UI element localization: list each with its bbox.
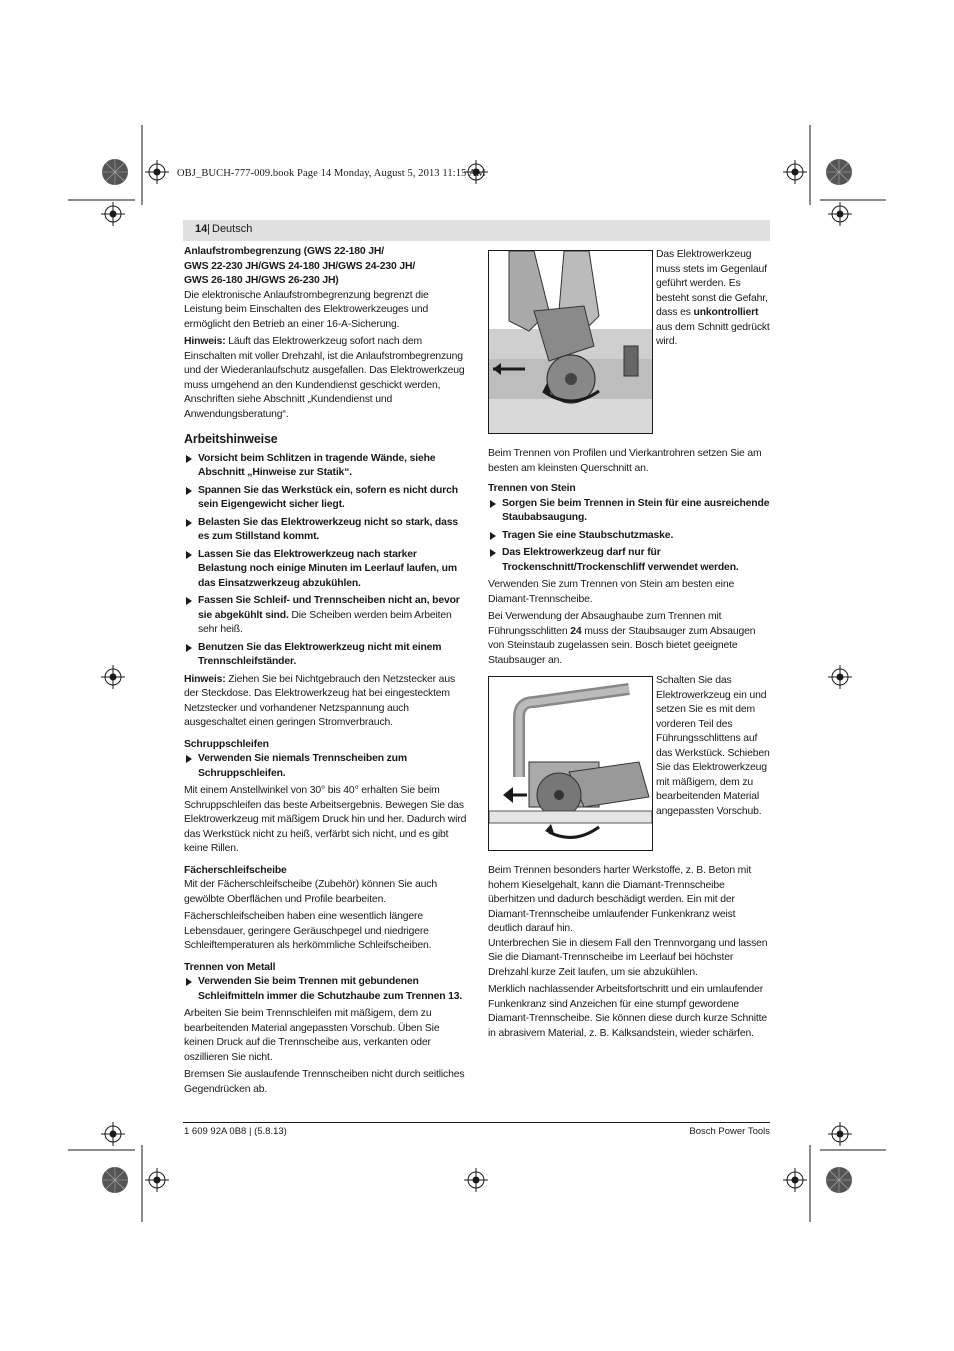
- list-item: Spannen Sie das Werkstück ein, sofern es nicht durch sein Eigengewicht sicher liegt.: [184, 484, 467, 513]
- subsection-cutting-metal: Trennen von Metall: [184, 961, 276, 973]
- section-title-work: Arbeitshinweise: [184, 432, 278, 446]
- figure1-caption: Das Elektrowerkzeug muss stets im Gegenlauf geführt werden. Es besteht sonst die Gefahr, dass es unkontrolliert aus dem Schnitt gedrückt wird.: [656, 249, 770, 347]
- footer-brand: Bosch Power Tools: [689, 1126, 770, 1137]
- list-item: Lassen Sie das Elektrowerkzeug nach starker Belastung noch einige Minuten im Leerlauf laufen, um das Einsatzwerkzeug abzukühlen.: [184, 548, 467, 592]
- left-column: [184, 245, 467, 1100]
- list-item: Belasten Sie das Elektrowerkzeug nicht so stark, dass es zum Stillstand kommt.: [184, 516, 467, 545]
- cutting-metal-text-2: Bremsen Sie auslaufende Trennscheiben nicht durch seitliches Gegendrücken ab.: [184, 1069, 465, 1095]
- figure-cutting-direction: [488, 250, 653, 434]
- list-item: Tragen Sie eine Staubschutzmaske.: [488, 529, 770, 544]
- file-header: OBJ_BUCH-777-009.book Page 14 Monday, August 5, 2013 11:15 AM: [177, 168, 486, 179]
- subsection-cutting-stone: Trennen von Stein: [488, 483, 576, 494]
- list-item: Fassen Sie Schleif- und Trennscheiben nicht an, bevor sie abgekühlt sind. Die Scheiben werden beim Arbeiten sehr heiß.: [184, 594, 467, 638]
- page-header: [183, 220, 770, 241]
- page-number: 14: [195, 223, 208, 235]
- grinder-illustration: [489, 251, 652, 433]
- flap-disc-text-2: Fächerschleifscheiben haben eine wesentlich längere Lebensdauer, geringere Geräuschpegel und niedrigere Schleiftemperaturen als herkömmliche Schleifscheiben.: [184, 911, 432, 951]
- section-title-inrush: Anlaufstrombegrenzung (GWS 22-180 JH/ GWS 22-230 JH/GWS 24-180 JH/GWS 24-230 JH/ GWS 26-180 JH/GWS 26-230 JH): [184, 246, 416, 286]
- flap-disc-text-1: Mit der Fächerschleifscheibe (Zubehör) können Sie auch gewölbte Oberflächen und Profile bearbeiten.: [184, 879, 437, 905]
- stone-text-2: Bei Verwendung der Absaughaube zum Trennen mit Führungsschlitten 24 muss der Staubsauger zum Absaugen von Steinstaub zugelassen sein. Bosch bietet geeignete Staubsauger an.: [488, 611, 756, 666]
- list-item: Benutzen Sie das Elektrowerkzeug nicht mit einem Trennschleifständer.: [184, 641, 467, 670]
- guide-sled-illustration: [489, 677, 652, 850]
- hint-paragraph-2: Hinweis: Ziehen Sie bei Nichtgebrauch den Netzstecker aus der Steckdose. Das Elektrowerkzeug hat bei eingestecktem Netzstecker und vorhandener Netzspannung auch ausgeschaltet einen geringen Stromverbrauch.: [184, 673, 455, 728]
- right-column-bottom: [488, 864, 770, 1044]
- inrush-intro: Die elektronische Anlaufstrombegrenzung begrenzt die Leistung beim Einschalten des Elektrowerkzeuges und ermöglicht den Betrieb an einer 16-A-Sicherung.: [184, 289, 429, 330]
- rough-grinding-text: Mit einem Anstellwinkel von 30° bis 40° erhalten Sie beim Schruppschleifen das beste Arbeitsergebnis. Bewegen Sie das Elektrowerkzeug mit mäßigem Druck hin und her. Dadurch wird das Werkstück nicht zu heiß, verfärbt sich nicht, und es gibt keine Rillen.: [184, 785, 467, 854]
- cutting-metal-text-1: Arbeiten Sie beim Trennschleifen mit mäßigem, dem zu bearbeitenden Material angepassten Vorschub. Üben Sie keinen Druck auf die Trennscheibe aus, verkanten oder oszillieren Sie nicht.: [184, 1008, 440, 1063]
- figure2-caption: Schalten Sie das Elektrowerkzeug ein und setzen Sie es mit dem vorderen Teil des Führungsschlittens auf das Werkstück. Schieben Sie das Elektrowerkzeug mit mäßigem, dem zu bearbeitenden Material angepassten Vorschub.: [656, 675, 770, 817]
- header-separator: |: [207, 223, 210, 235]
- hint-paragraph-1: Hinweis: Läuft das Elektrowerkzeug sofort nach dem Einschalten mit voller Drehzahl, ist die Anlaufstrombegrenzung und der Wiederanlaufschutz ausgefallen. Das Elektrowerkzeug muss umgehend an den Kundendienst geschickt werden, Anschriften siehe Abschnitt „Kundendienst und Anwendungsberatung“.: [184, 336, 465, 420]
- figure-guide-sled: [488, 676, 653, 851]
- list-item: Sorgen Sie beim Trennen in Stein für eine ausreichende Staubabsaugung.: [488, 497, 770, 526]
- stone-text-1: Verwenden Sie zum Trennen von Stein am besten eine Diamant-Trennscheibe.: [488, 579, 735, 605]
- dull-disc-text: Merklich nachlassender Arbeitsfortschritt und ein umlaufender Funkenkranz sind Anzeichen für eine stumpf gewordene Diamant-Trennscheibe. Sie können diese durch kurze Schnitte in abrasivem Material, z. B. Kalksandstein, wieder schärfen.: [488, 984, 767, 1039]
- list-item: Das Elektrowerkzeug darf nur für Trockenschnitt/Trockenschliff verwendet werden.: [488, 546, 770, 575]
- footer-doc-number: 1 609 92A 0B8 | (5.8.13): [184, 1126, 287, 1137]
- list-item: Vorsicht beim Schlitzen in tragende Wände, siehe Abschnitt „Hinweise zur Statik“.: [184, 452, 467, 481]
- interrupt-text: Unterbrechen Sie in diesem Fall den Trennvorgang und lassen Sie die Diamant-Trennscheibe im Leerlauf bei höchster Drehzahl kurze Zeit laufen, um sie abzukühlen.: [488, 937, 768, 978]
- list-item: Verwenden Sie beim Trennen mit gebundenen Schleifmitteln immer die Schutzhaube zum Trennen 13.: [184, 975, 467, 1004]
- hard-material-text: Beim Trennen besonders harter Werkstoffe, z. B. Beton mit hohem Kieselgehalt, kann die Diamant-Trennscheibe überhitzen und dadurch beschädigt werden. Ein mit der Diamant-Trennscheibe umlaufender Funkenkranz weist deutlich darauf hin.: [488, 865, 752, 934]
- list-item: Verwenden Sie niemals Trennscheiben zum Schruppschleifen.: [184, 752, 467, 781]
- subsection-rough-grinding: Schruppschleifen: [184, 738, 269, 750]
- subsection-flap-disc: Fächerschleifscheibe: [184, 864, 287, 876]
- profiles-text: Beim Trennen von Profilen und Vierkantrohren setzen Sie am besten am kleinsten Querschnitt an.: [488, 448, 762, 474]
- language-label: Deutsch: [212, 223, 253, 235]
- footer-rule: [183, 1122, 770, 1123]
- right-column-mid: [488, 447, 770, 671]
